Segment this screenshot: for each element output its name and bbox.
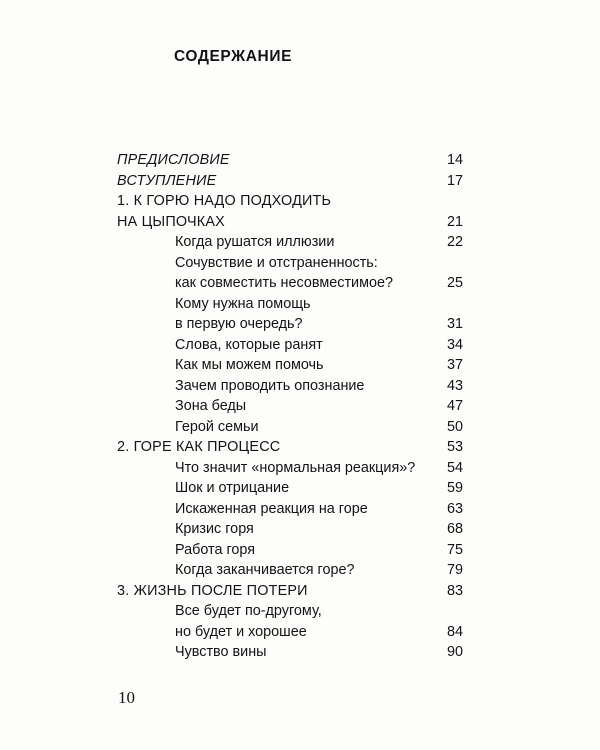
toc-entry-title: Как мы можем помочь [175, 357, 324, 373]
toc-entry-page-number: 25 [446, 275, 463, 291]
toc-entry-page-number: 43 [446, 377, 463, 394]
toc-entry-page-number: 37 [446, 357, 463, 373]
toc-entry-chapter [117, 581, 463, 602]
toc-entry-title: Чувство вины [175, 644, 267, 660]
toc-entry-page-number: 22 [446, 234, 463, 250]
toc-entry-page-number: 54 [446, 459, 463, 476]
page-number: 10 [118, 688, 135, 707]
toc-entry-title: Кризис горя [175, 521, 254, 537]
toc-entry-section [117, 396, 463, 417]
toc-entry-title: Работа горя [175, 541, 256, 558]
toc-entry-section [117, 294, 463, 315]
toc-entry-chapter [117, 191, 463, 212]
toc-entry-chapter [117, 437, 463, 458]
toc-entry-page-number: 79 [446, 562, 463, 578]
toc-entry-page-number: 34 [446, 336, 463, 353]
toc-entry-title: 3. ЖИЗНЬ ПОСЛЕ ПОТЕРИ [117, 582, 308, 599]
toc-entry-title: Кому нужна помощь [175, 295, 311, 312]
toc-entry-section [117, 314, 463, 335]
toc-entry-title: но будет и хорошее [175, 623, 307, 640]
toc-entry-section [117, 417, 463, 438]
toc-entry-title: в первую очередь? [175, 316, 303, 332]
toc-entry-page-number: 59 [446, 480, 463, 496]
toc-entry-section [117, 499, 463, 520]
toc-entry-title: Когда заканчивается горе? [175, 562, 355, 578]
toc-entry-title: как совместить несовместимое? [175, 275, 393, 291]
toc-entry-title: Зона беды [175, 398, 247, 414]
toc-entry-section [117, 355, 463, 376]
toc-entry-title: Зачем проводить опознание [175, 377, 365, 394]
toc-entry-title: 1. К ГОРЮ НАДО ПОДХОДИТЬ [117, 193, 332, 209]
toc-entry-section [117, 273, 463, 294]
toc-entry-page-number: 47 [446, 398, 463, 414]
toc-entry-section [117, 232, 463, 253]
toc-entry-page-number: 90 [446, 644, 463, 660]
page-title-text: СОДЕРЖАНИЕ [173, 48, 293, 65]
toc-entry-title: Герой семьи [175, 418, 259, 435]
toc-entry-page-number: 84 [446, 623, 463, 640]
toc-entry-section [117, 478, 463, 499]
toc-entry-page-number: 14 [446, 152, 463, 168]
toc-entry-page-number: 21 [446, 213, 463, 230]
toc-entry-section [117, 642, 463, 663]
toc-entry-section [117, 519, 463, 540]
toc-entry-section [117, 376, 463, 397]
toc-entry-title: Слова, которые ранят [175, 336, 323, 353]
toc-entry-title: Что значит «нормальная реакция»? [175, 459, 416, 476]
toc-entry-chapter [117, 150, 463, 171]
toc-entry-section [117, 458, 463, 479]
toc-entry-title: Искаженная реакция на горе [175, 500, 368, 517]
toc-entry-chapter [117, 212, 463, 233]
toc-entry-page-number: 63 [446, 500, 463, 517]
toc-entry-title: ВСТУПЛЕНИЕ [117, 172, 217, 189]
toc-entry-page-number: 68 [446, 521, 463, 537]
toc-entry-title: ПРЕДИСЛОВИЕ [117, 152, 230, 168]
toc-entry-section [117, 540, 463, 561]
page-title [0, 48, 600, 66]
toc-entry-section [117, 622, 463, 643]
toc-entry-title: Когда рушатся иллюзии [175, 234, 335, 250]
toc-entry-page-number: 53 [446, 439, 463, 455]
toc-entry-title: Сочувствие и отстраненность: [175, 254, 378, 271]
toc-entry-title: НА ЦЫПОЧКАХ [117, 213, 225, 230]
toc-entry-title: Все будет по-другому, [175, 603, 322, 619]
toc-entry-title: 2. ГОРЕ КАК ПРОЦЕСС [117, 439, 281, 455]
toc-entry-section [117, 560, 463, 581]
toc-entry-page-number: 31 [446, 316, 463, 332]
toc-entry-page-number: 83 [446, 582, 463, 599]
table-of-contents [117, 150, 463, 663]
toc-entry-page-number: 17 [446, 172, 463, 189]
toc-entry-chapter [117, 171, 463, 192]
toc-entry-section [117, 253, 463, 274]
toc-entry-section [117, 335, 463, 356]
toc-entry-page-number: 50 [446, 418, 463, 435]
toc-entry-page-number: 75 [446, 541, 463, 558]
toc-entry-title: Шок и отрицание [175, 480, 290, 496]
toc-entry-section [117, 601, 463, 622]
